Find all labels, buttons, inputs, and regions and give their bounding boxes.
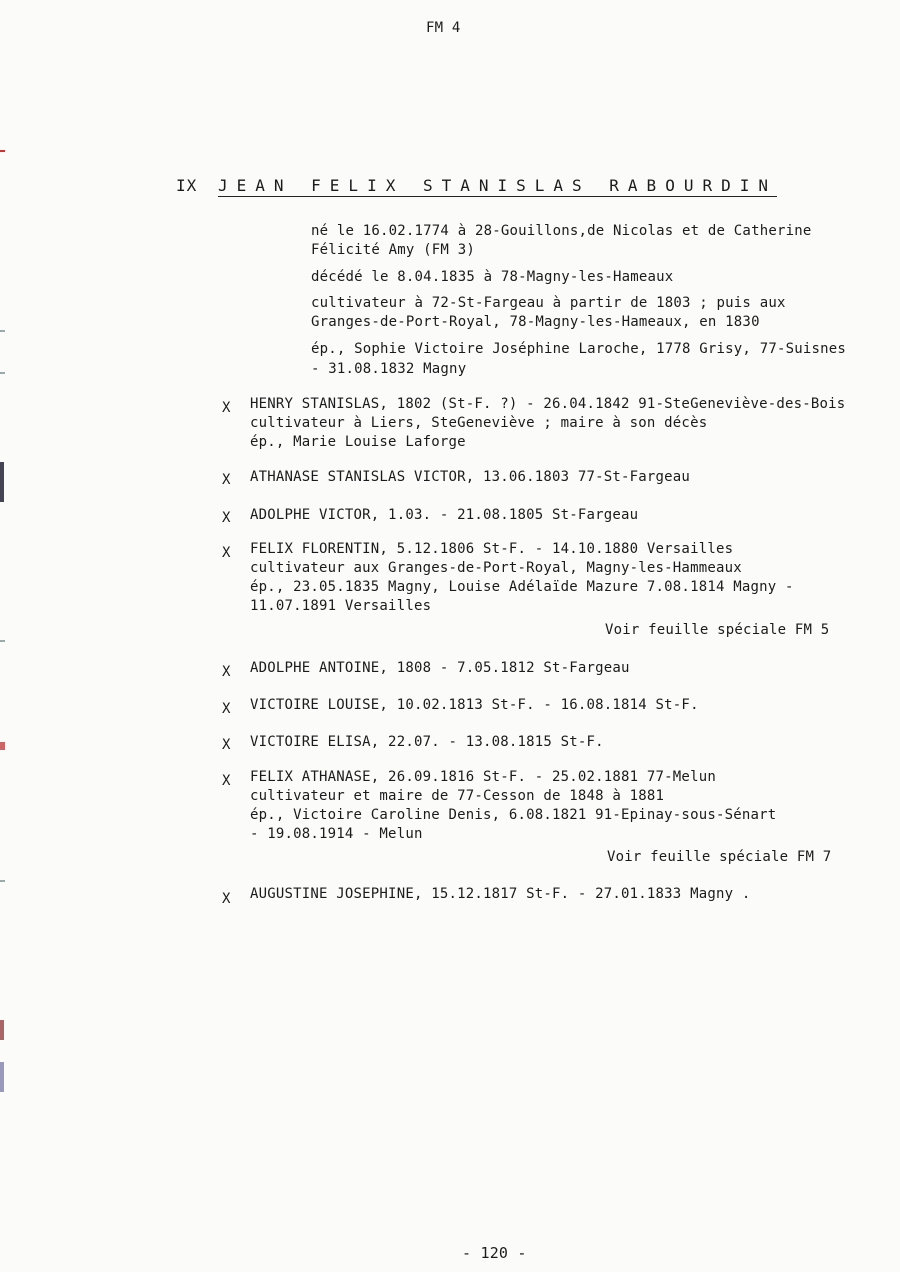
child-marker: X bbox=[222, 664, 231, 680]
child-marker: X bbox=[222, 891, 231, 907]
child-line: ép., 23.05.1835 Magny, Louise Adélaïde Mazure 7.08.1814 Magny - bbox=[250, 579, 794, 595]
page-header-code: FM 4 bbox=[426, 20, 461, 36]
spouse-line-cont: - 31.08.1832 Magny bbox=[311, 361, 467, 377]
child-line: ADOLPHE ANTOINE, 1808 - 7.05.1812 St-Fargeau bbox=[250, 660, 630, 676]
generation-number: IX bbox=[176, 176, 198, 195]
occupation-line-cont: Granges-de-Port-Royal, 78-Magny-les-Hameaux, en 1830 bbox=[311, 314, 760, 330]
page-number: - 120 - bbox=[462, 1244, 527, 1262]
child-line: FELIX ATHANASE, 26.09.1816 St-F. - 25.02.1881 77-Melun bbox=[250, 769, 716, 785]
child-line: ép., Victoire Caroline Denis, 6.08.1821 91-Epinay-sous-Sénart bbox=[250, 807, 777, 823]
reference-note: Voir feuille spéciale FM 7 bbox=[607, 849, 832, 865]
reference-note: Voir feuille spéciale FM 5 bbox=[605, 622, 830, 638]
birth-line: né le 16.02.1774 à 28-Gouillons,de Nicolas et de Catherine bbox=[311, 223, 812, 239]
death-line: décédé le 8.04.1835 à 78-Magny-les-Hameaux bbox=[311, 269, 674, 285]
occupation-line: cultivateur à 72-St-Fargeau à partir de 1803 ; puis aux bbox=[311, 295, 786, 311]
child-marker: X bbox=[222, 737, 231, 753]
birth-line-cont: Félicité Amy (FM 3) bbox=[311, 242, 475, 258]
child-marker: X bbox=[222, 545, 231, 561]
child-line: FELIX FLORENTIN, 5.12.1806 St-F. - 14.10.1880 Versailles bbox=[250, 541, 734, 557]
person-name-heading: JEAN FELIX STANISLAS RABOURDIN bbox=[218, 176, 777, 195]
child-marker: X bbox=[222, 701, 231, 717]
child-line: HENRY STANISLAS, 1802 (St-F. ?) - 26.04.1842 91-SteGeneviève-des-Bois bbox=[250, 396, 846, 412]
child-marker: X bbox=[222, 472, 231, 488]
child-line: VICTOIRE LOUISE, 10.02.1813 St-F. - 16.08.1814 St-F. bbox=[250, 697, 699, 713]
child-marker: X bbox=[222, 400, 231, 416]
child-line: - 19.08.1914 - Melun bbox=[250, 826, 423, 842]
child-line: ADOLPHE VICTOR, 1.03. - 21.08.1805 St-Fargeau bbox=[250, 507, 639, 523]
child-line: cultivateur à Liers, SteGeneviève ; maire à son décès bbox=[250, 415, 708, 431]
child-line: AUGUSTINE JOSEPHINE, 15.12.1817 St-F. - 27.01.1833 Magny . bbox=[250, 886, 751, 902]
child-line: VICTOIRE ELISA, 22.07. - 13.08.1815 St-F. bbox=[250, 734, 604, 750]
scan-edge-artifact bbox=[0, 0, 6, 1272]
child-line: ép., Marie Louise Laforge bbox=[250, 434, 466, 450]
spouse-line: ép., Sophie Victoire Joséphine Laroche, 1778 Grisy, 77-Suisnes bbox=[311, 341, 846, 357]
child-marker: X bbox=[222, 773, 231, 789]
child-line: cultivateur et maire de 77-Cesson de 1848 à 1881 bbox=[250, 788, 665, 804]
child-line: cultivateur aux Granges-de-Port-Royal, Magny-les-Hammeaux bbox=[250, 560, 742, 576]
child-line: 11.07.1891 Versailles bbox=[250, 598, 432, 614]
child-line: ATHANASE STANISLAS VICTOR, 13.06.1803 77-St-Fargeau bbox=[250, 469, 691, 485]
child-marker: X bbox=[222, 510, 231, 526]
